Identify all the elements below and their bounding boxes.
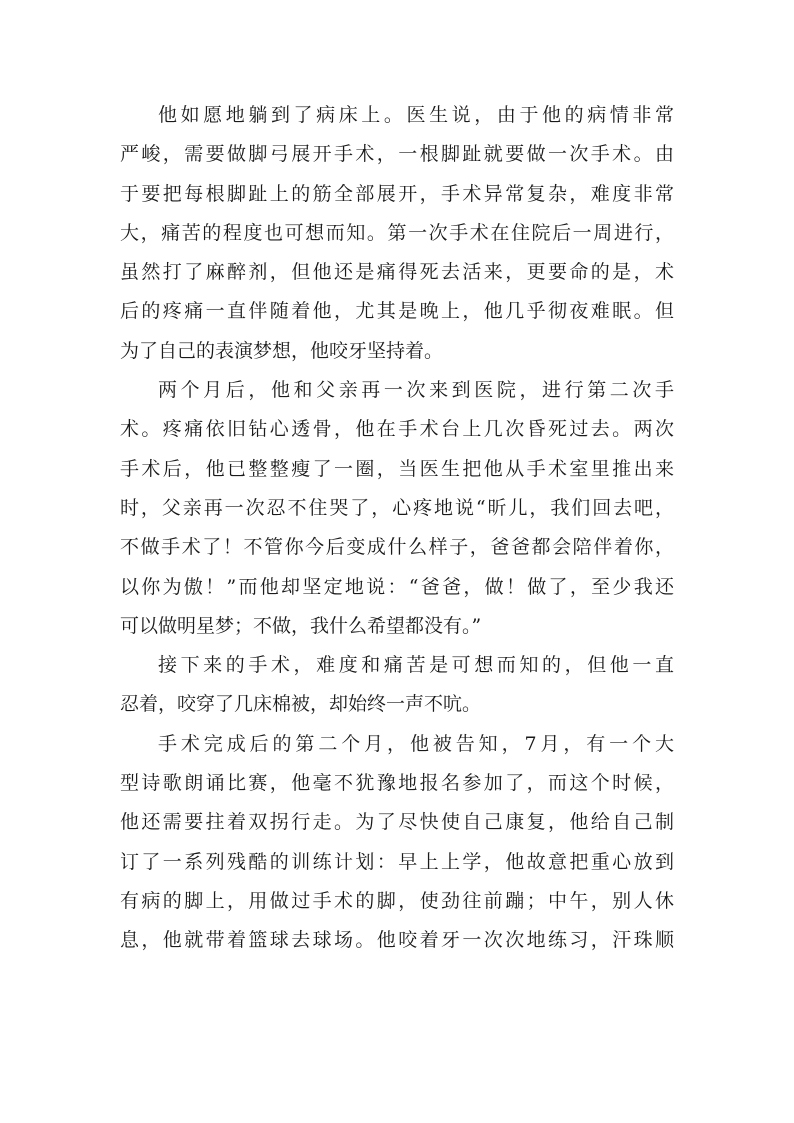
- text-line: 忍着，咬穿了几床棉被，却始终一声不吭。: [120, 693, 482, 716]
- text-line: 虽然打了麻醉剂，但他还是痛得死去活来，更要命的是，术: [120, 261, 674, 284]
- text-line: 严峻，需要做脚弓展开手术，一根脚趾就要做一次手术。由: [120, 143, 674, 166]
- paragraph-1: [120, 96, 674, 371]
- text-line: 于要把每根脚趾上的筋全部展开，手术异常复杂，难度非常: [120, 182, 674, 205]
- paragraph-3: [120, 646, 674, 725]
- paragraph-4: [120, 725, 674, 961]
- text-line: 以你为傲！”而他却坚定地说：“爸爸，做！做了，至少我还: [120, 575, 674, 598]
- text-line: 他还需要拄着双拐行走。为了尽快使自己康复，他给自己制: [120, 811, 674, 834]
- text-line: 息，他就带着篮球去球场。他咬着牙一次次地练习，汗珠顺: [120, 929, 674, 952]
- text-line: 两个月后，他和父亲再一次来到医院，进行第二次手: [158, 379, 674, 402]
- text-line: 型诗歌朗诵比赛，他毫不犹豫地报名参加了，而这个时候，: [120, 772, 674, 795]
- text-line: 订了一系列残酷的训练计划：早上上学，他故意把重心放到: [120, 850, 674, 873]
- text-line: 手术完成后的第二个月，他被告知，7月，有一个大: [158, 732, 674, 755]
- text-line: 为了自己的表演梦想，他咬牙坚持着。: [120, 339, 444, 362]
- text-line: 可以做明星梦；不做，我什么希望都没有。”: [120, 614, 482, 637]
- text-line: 手术后，他已整整瘦了一圈，当医生把他从手术室里推出来: [120, 457, 674, 480]
- text-line: 大，痛苦的程度也可想而知。第一次手术在住院后一周进行，: [120, 221, 674, 244]
- text-line: 他如愿地躺到了病床上。医生说，由于他的病情非常: [158, 104, 674, 126]
- text-line: 后的疼痛一直伴随着他，尤其是晚上，他几乎彻夜难眠。但: [120, 300, 674, 323]
- text-line: 有病的脚上，用做过手术的脚，使劲往前蹦；中午，别人休: [120, 889, 674, 912]
- text-line: 接下来的手术，难度和痛苦是可想而知的，但他一直: [158, 654, 674, 677]
- text-line: 时，父亲再一次忍不住哭了，心疼地说“昕儿，我们回去吧，: [120, 496, 674, 519]
- text-line: 术。疼痛依旧钻心透骨，他在手术台上几次昏死过去。两次: [120, 418, 674, 441]
- text-line: 不做手术了！不管你今后变成什么样子，爸爸都会陪伴着你，: [120, 536, 674, 559]
- paragraph-2: [120, 371, 674, 646]
